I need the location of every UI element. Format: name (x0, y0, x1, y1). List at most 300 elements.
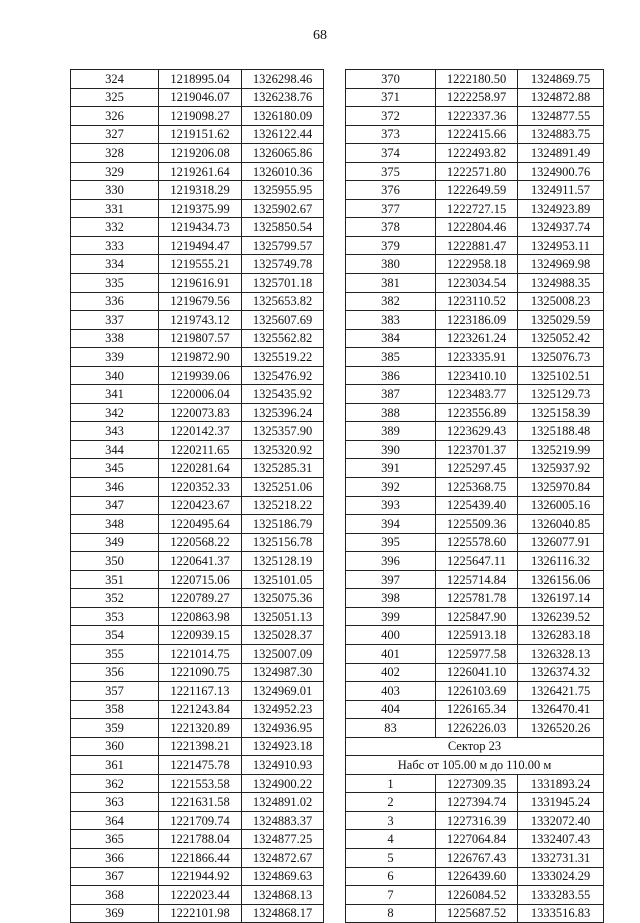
x-coordinate: 1219743.12 (159, 311, 242, 330)
point-number: 393 (346, 496, 436, 515)
x-coordinate: 1223186.09 (436, 311, 518, 330)
table-row (71, 570, 324, 589)
y-coordinate: 1325937.92 (518, 459, 604, 478)
table-row (71, 867, 324, 886)
y-coordinate: 1324900.76 (518, 162, 604, 181)
y-coordinate: 1326180.09 (242, 107, 324, 126)
y-coordinate: 1324969.98 (518, 255, 604, 274)
point-number: 336 (71, 292, 159, 311)
point-number: 83 (346, 719, 436, 738)
x-coordinate: 1227309.35 (436, 774, 518, 793)
table-row (346, 867, 604, 886)
x-coordinate: 1222804.46 (436, 218, 518, 237)
point-number: 324 (71, 70, 159, 89)
y-coordinate: 1325519.22 (242, 348, 324, 367)
table-row (346, 181, 604, 200)
table-row (71, 848, 324, 867)
table-row (346, 774, 604, 793)
table-row (71, 496, 324, 515)
table-row (346, 162, 604, 181)
point-number: 344 (71, 440, 159, 459)
point-number: 382 (346, 292, 436, 311)
y-coordinate: 1326328.13 (518, 644, 604, 663)
point-number: 359 (71, 719, 159, 738)
y-coordinate: 1332072.40 (518, 811, 604, 830)
x-coordinate: 1221090.75 (159, 663, 242, 682)
point-number: 391 (346, 459, 436, 478)
point-number: 350 (71, 552, 159, 571)
point-number: 346 (71, 478, 159, 497)
y-coordinate: 1325562.82 (242, 329, 324, 348)
point-number: 369 (71, 904, 159, 923)
x-coordinate: 1221788.04 (159, 830, 242, 849)
table-row (346, 886, 604, 905)
point-number: 351 (71, 570, 159, 589)
x-coordinate: 1219616.91 (159, 274, 242, 293)
table-row (71, 144, 324, 163)
y-coordinate: 1324877.55 (518, 107, 604, 126)
point-number: 340 (71, 366, 159, 385)
table-row (346, 440, 604, 459)
y-coordinate: 1325251.06 (242, 478, 324, 497)
x-coordinate: 1222571.80 (436, 162, 518, 181)
y-coordinate: 1326239.52 (518, 607, 604, 626)
table-row (346, 626, 604, 645)
table-row (71, 478, 324, 497)
y-coordinate: 1324877.25 (242, 830, 324, 849)
table-row (71, 218, 324, 237)
table-row (71, 311, 324, 330)
point-number: 376 (346, 181, 436, 200)
x-coordinate: 1220423.67 (159, 496, 242, 515)
x-coordinate: 1220789.27 (159, 589, 242, 608)
y-coordinate: 1326116.32 (518, 552, 604, 571)
table-row (346, 107, 604, 126)
y-coordinate: 1324923.18 (242, 737, 324, 756)
y-coordinate: 1325101.05 (242, 570, 324, 589)
x-coordinate: 1221243.84 (159, 700, 242, 719)
point-number: 387 (346, 385, 436, 404)
table-row (71, 607, 324, 626)
x-coordinate: 1220006.04 (159, 385, 242, 404)
x-coordinate: 1220211.65 (159, 440, 242, 459)
table-row (71, 904, 324, 923)
x-coordinate: 1219098.27 (159, 107, 242, 126)
table-row (71, 886, 324, 905)
x-coordinate: 1220281.64 (159, 459, 242, 478)
table-row (346, 236, 604, 255)
point-number: 4 (346, 830, 436, 849)
y-coordinate: 1325799.57 (242, 236, 324, 255)
table-row (346, 478, 604, 497)
table-row (346, 663, 604, 682)
y-coordinate: 1324952.23 (242, 700, 324, 719)
table-row (346, 700, 604, 719)
x-coordinate: 1220641.37 (159, 552, 242, 571)
x-coordinate: 1223410.10 (436, 366, 518, 385)
y-coordinate: 1325285.31 (242, 459, 324, 478)
point-number: 331 (71, 199, 159, 218)
x-coordinate: 1222023.44 (159, 886, 242, 905)
sector-title-row (346, 737, 604, 756)
point-number: 349 (71, 533, 159, 552)
table-row (71, 644, 324, 663)
table-row (71, 385, 324, 404)
point-number: 388 (346, 403, 436, 422)
y-coordinate: 1326040.85 (518, 515, 604, 534)
y-coordinate: 1326520.26 (518, 719, 604, 738)
point-number: 364 (71, 811, 159, 830)
y-coordinate: 1331893.24 (518, 774, 604, 793)
y-coordinate: 1325076.73 (518, 348, 604, 367)
x-coordinate: 1219555.21 (159, 255, 242, 274)
x-coordinate: 1226165.34 (436, 700, 518, 719)
x-coordinate: 1225368.75 (436, 478, 518, 497)
sector-altitude-note: Набс от 105.00 м до 110.00 м (346, 756, 604, 775)
x-coordinate: 1222493.82 (436, 144, 518, 163)
table-row (346, 199, 604, 218)
point-number: 394 (346, 515, 436, 534)
point-number: 385 (346, 348, 436, 367)
point-number: 335 (71, 274, 159, 293)
x-coordinate: 1219375.99 (159, 199, 242, 218)
point-number: 370 (346, 70, 436, 89)
table-row (71, 199, 324, 218)
x-coordinate: 1221866.44 (159, 848, 242, 867)
table-row (71, 403, 324, 422)
y-coordinate: 1325102.51 (518, 366, 604, 385)
x-coordinate: 1226439.60 (436, 867, 518, 886)
point-number: 345 (71, 459, 159, 478)
table-row (346, 311, 604, 330)
x-coordinate: 1221475.78 (159, 756, 242, 775)
y-coordinate: 1325749.78 (242, 255, 324, 274)
y-coordinate: 1325129.73 (518, 385, 604, 404)
x-coordinate: 1225647.11 (436, 552, 518, 571)
table-row (346, 589, 604, 608)
y-coordinate: 1333516.83 (518, 904, 604, 923)
y-coordinate: 1325029.59 (518, 311, 604, 330)
point-number: 400 (346, 626, 436, 645)
y-coordinate: 1324883.75 (518, 125, 604, 144)
table-row (71, 700, 324, 719)
y-coordinate: 1325052.42 (518, 329, 604, 348)
table-row (346, 496, 604, 515)
table-row (346, 70, 604, 89)
point-number: 347 (71, 496, 159, 515)
point-number: 384 (346, 329, 436, 348)
point-number: 343 (71, 422, 159, 441)
point-number: 396 (346, 552, 436, 571)
table-row (346, 218, 604, 237)
table-row (346, 403, 604, 422)
y-coordinate: 1324868.17 (242, 904, 324, 923)
point-number: 5 (346, 848, 436, 867)
x-coordinate: 1219261.64 (159, 162, 242, 181)
table-row (71, 422, 324, 441)
table-row (346, 125, 604, 144)
point-number: 2 (346, 793, 436, 812)
point-number: 377 (346, 199, 436, 218)
x-coordinate: 1220142.37 (159, 422, 242, 441)
point-number: 397 (346, 570, 436, 589)
y-coordinate: 1325396.24 (242, 403, 324, 422)
table-row (71, 737, 324, 756)
x-coordinate: 1226084.52 (436, 886, 518, 905)
table-row (71, 366, 324, 385)
point-number: 353 (71, 607, 159, 626)
table-row (346, 348, 604, 367)
y-coordinate: 1325219.99 (518, 440, 604, 459)
point-number: 361 (71, 756, 159, 775)
table-row (71, 811, 324, 830)
point-number: 355 (71, 644, 159, 663)
y-coordinate: 1326238.76 (242, 88, 324, 107)
point-number: 6 (346, 867, 436, 886)
point-number: 357 (71, 682, 159, 701)
table-row (71, 88, 324, 107)
x-coordinate: 1225578.60 (436, 533, 518, 552)
y-coordinate: 1325008.23 (518, 292, 604, 311)
y-coordinate: 1324872.88 (518, 88, 604, 107)
x-coordinate: 1221014.75 (159, 644, 242, 663)
point-number: 332 (71, 218, 159, 237)
x-coordinate: 1226226.03 (436, 719, 518, 738)
point-number: 325 (71, 88, 159, 107)
x-coordinate: 1225687.52 (436, 904, 518, 923)
x-coordinate: 1223335.91 (436, 348, 518, 367)
x-coordinate: 1223110.52 (436, 292, 518, 311)
x-coordinate: 1219318.29 (159, 181, 242, 200)
point-number: 403 (346, 682, 436, 701)
y-coordinate: 1324923.89 (518, 199, 604, 218)
point-number: 380 (346, 255, 436, 274)
table-row (71, 663, 324, 682)
y-coordinate: 1326156.06 (518, 570, 604, 589)
table-row (71, 459, 324, 478)
point-number: 379 (346, 236, 436, 255)
point-number: 371 (346, 88, 436, 107)
x-coordinate: 1222337.36 (436, 107, 518, 126)
point-number: 334 (71, 255, 159, 274)
y-coordinate: 1325476.92 (242, 366, 324, 385)
y-coordinate: 1333283.55 (518, 886, 604, 905)
table-row (71, 125, 324, 144)
y-coordinate: 1324900.22 (242, 774, 324, 793)
y-coordinate: 1324891.49 (518, 144, 604, 163)
x-coordinate: 1220352.33 (159, 478, 242, 497)
point-number: 337 (71, 311, 159, 330)
y-coordinate: 1324911.57 (518, 181, 604, 200)
x-coordinate: 1220715.06 (159, 570, 242, 589)
x-coordinate: 1219434.73 (159, 218, 242, 237)
point-number: 375 (346, 162, 436, 181)
y-coordinate: 1325128.19 (242, 552, 324, 571)
x-coordinate: 1227394.74 (436, 793, 518, 812)
table-row (346, 292, 604, 311)
y-coordinate: 1325156.78 (242, 533, 324, 552)
x-coordinate: 1222649.59 (436, 181, 518, 200)
point-number: 1 (346, 774, 436, 793)
table-row (71, 348, 324, 367)
y-coordinate: 1324987.30 (242, 663, 324, 682)
y-coordinate: 1326122.44 (242, 125, 324, 144)
x-coordinate: 1220863.98 (159, 607, 242, 626)
x-coordinate: 1222415.66 (436, 125, 518, 144)
table-row (346, 793, 604, 812)
x-coordinate: 1222881.47 (436, 236, 518, 255)
point-number: 367 (71, 867, 159, 886)
x-coordinate: 1221709.74 (159, 811, 242, 830)
x-coordinate: 1219206.08 (159, 144, 242, 163)
point-number: 356 (71, 663, 159, 682)
right-coordinates-table (345, 69, 604, 923)
table-row (71, 440, 324, 459)
x-coordinate: 1225439.40 (436, 496, 518, 515)
point-number: 354 (71, 626, 159, 645)
point-number: 378 (346, 218, 436, 237)
point-number: 374 (346, 144, 436, 163)
x-coordinate: 1222180.50 (436, 70, 518, 89)
y-coordinate: 1324869.63 (242, 867, 324, 886)
x-coordinate: 1223034.54 (436, 274, 518, 293)
point-number: 358 (71, 700, 159, 719)
y-coordinate: 1325158.39 (518, 403, 604, 422)
y-coordinate: 1324910.93 (242, 756, 324, 775)
table-row (71, 830, 324, 849)
point-number: 390 (346, 440, 436, 459)
table-row (346, 719, 604, 738)
y-coordinate: 1325007.09 (242, 644, 324, 663)
point-number: 8 (346, 904, 436, 923)
y-coordinate: 1326283.18 (518, 626, 604, 645)
table-row (346, 459, 604, 478)
sector-title: Сектор 23 (346, 737, 604, 756)
y-coordinate: 1326197.14 (518, 589, 604, 608)
point-number: 401 (346, 644, 436, 663)
x-coordinate: 1225509.36 (436, 515, 518, 534)
x-coordinate: 1225847.90 (436, 607, 518, 626)
point-number: 329 (71, 162, 159, 181)
x-coordinate: 1222101.98 (159, 904, 242, 923)
point-number: 339 (71, 348, 159, 367)
point-number: 348 (71, 515, 159, 534)
x-coordinate: 1225297.45 (436, 459, 518, 478)
table-row (71, 626, 324, 645)
y-coordinate: 1325955.95 (242, 181, 324, 200)
table-row (71, 756, 324, 775)
point-number: 330 (71, 181, 159, 200)
table-row (346, 848, 604, 867)
table-row (346, 385, 604, 404)
table-row (346, 682, 604, 701)
point-number: 7 (346, 886, 436, 905)
x-coordinate: 1222958.18 (436, 255, 518, 274)
x-coordinate: 1220073.83 (159, 403, 242, 422)
y-coordinate: 1332407.43 (518, 830, 604, 849)
x-coordinate: 1223629.43 (436, 422, 518, 441)
table-row (71, 589, 324, 608)
y-coordinate: 1325970.84 (518, 478, 604, 497)
x-coordinate: 1221167.13 (159, 682, 242, 701)
y-coordinate: 1325902.67 (242, 199, 324, 218)
y-coordinate: 1325701.18 (242, 274, 324, 293)
y-coordinate: 1325028.37 (242, 626, 324, 645)
y-coordinate: 1326421.75 (518, 682, 604, 701)
table-row (346, 515, 604, 534)
table-row (346, 144, 604, 163)
point-number: 360 (71, 737, 159, 756)
point-number: 395 (346, 533, 436, 552)
table-row (71, 329, 324, 348)
table-row (71, 236, 324, 255)
y-coordinate: 1325075.36 (242, 589, 324, 608)
table-row (346, 366, 604, 385)
y-coordinate: 1324988.35 (518, 274, 604, 293)
table-row (346, 552, 604, 571)
y-coordinate: 1325607.69 (242, 311, 324, 330)
x-coordinate: 1223483.77 (436, 385, 518, 404)
x-coordinate: 1220568.22 (159, 533, 242, 552)
x-coordinate: 1225913.18 (436, 626, 518, 645)
point-number: 398 (346, 589, 436, 608)
x-coordinate: 1225977.58 (436, 644, 518, 663)
x-coordinate: 1219494.47 (159, 236, 242, 255)
y-coordinate: 1324883.37 (242, 811, 324, 830)
y-coordinate: 1325188.48 (518, 422, 604, 441)
y-coordinate: 1325850.54 (242, 218, 324, 237)
y-coordinate: 1324872.67 (242, 848, 324, 867)
left-coordinates-table (70, 69, 324, 923)
table-row (346, 570, 604, 589)
point-number: 381 (346, 274, 436, 293)
table-row (71, 292, 324, 311)
point-number: 368 (71, 886, 159, 905)
x-coordinate: 1223556.89 (436, 403, 518, 422)
table-row (346, 533, 604, 552)
table-row (71, 552, 324, 571)
table-row (346, 904, 604, 923)
point-number: 327 (71, 125, 159, 144)
point-number: 366 (71, 848, 159, 867)
y-coordinate: 1326005.16 (518, 496, 604, 515)
x-coordinate: 1221944.92 (159, 867, 242, 886)
x-coordinate: 1227064.84 (436, 830, 518, 849)
point-number: 326 (71, 107, 159, 126)
point-number: 3 (346, 811, 436, 830)
y-coordinate: 1324969.01 (242, 682, 324, 701)
point-number: 365 (71, 830, 159, 849)
point-number: 338 (71, 329, 159, 348)
table-row (346, 811, 604, 830)
table-row (71, 70, 324, 89)
x-coordinate: 1219046.07 (159, 88, 242, 107)
table-row (346, 274, 604, 293)
page-number: 68 (313, 28, 327, 43)
point-number: 341 (71, 385, 159, 404)
table-row (71, 107, 324, 126)
table-row (346, 607, 604, 626)
table-row (71, 162, 324, 181)
x-coordinate: 1227316.39 (436, 811, 518, 830)
point-number: 383 (346, 311, 436, 330)
y-coordinate: 1325435.92 (242, 385, 324, 404)
x-coordinate: 1225781.78 (436, 589, 518, 608)
table-row (71, 793, 324, 812)
table-row (346, 329, 604, 348)
y-coordinate: 1326077.91 (518, 533, 604, 552)
y-coordinate: 1326065.86 (242, 144, 324, 163)
